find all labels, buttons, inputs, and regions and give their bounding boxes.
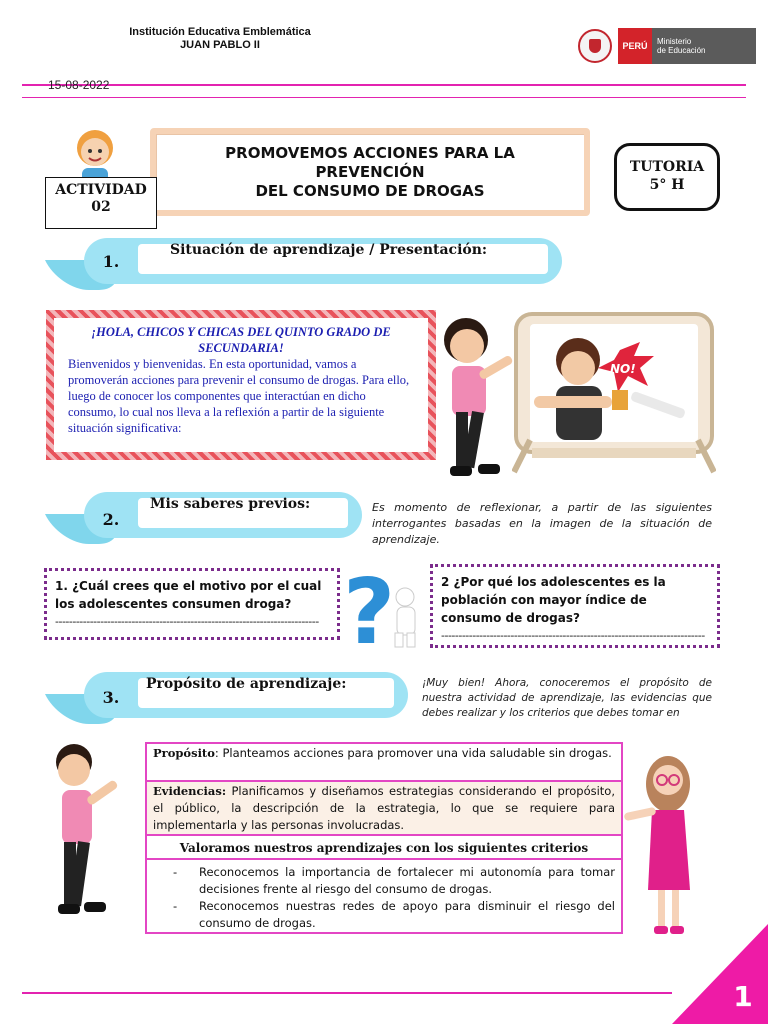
criteria-header: Valoramos nuestros aprendizajes con los siguientes criterios bbox=[147, 836, 621, 860]
section-1-number: 1. bbox=[102, 252, 120, 271]
question-2-box bbox=[430, 564, 720, 648]
criteria-item: - Reconocemos nuestras redes de apoyo para disminuir el riesgo del consumo de drogas. bbox=[167, 898, 615, 932]
greeting-body: Bienvenidos y bienvenidas. En esta oportunidad, vamos a promoverán acciones para prevenir el consumo de drogas. Para ello, luego de conocer los componentes que interactúan en dicho consumo, lo cual nos lleva a la reflexión a partir de la siguiente situación significativa: bbox=[68, 357, 410, 435]
svg-text:?: ? bbox=[343, 563, 396, 649]
section-3-number: 3. bbox=[102, 688, 120, 707]
greeting-title: ¡HOLA, CHICOS Y CHICAS DEL QUINTO GRADO DE SECUNDARIA! bbox=[91, 325, 391, 355]
section-2-label: Mis saberes previos: bbox=[150, 496, 311, 512]
question-1-answer-line: ---------------------------------------------------------------------------- bbox=[55, 615, 319, 628]
header-rule-2 bbox=[22, 97, 746, 98]
section-2-number: 2. bbox=[102, 510, 120, 529]
evidence-label: Evidencias: bbox=[153, 784, 227, 798]
institution-line-2: JUAN PABLO II bbox=[180, 39, 260, 51]
subject-badge bbox=[614, 143, 720, 211]
question-mark-illustration bbox=[343, 563, 433, 649]
coat-of-arms-icon bbox=[578, 29, 612, 63]
question-2-text: 2 ¿Por qué los adolescentes es la población con mayor índice de consumo de drogas? bbox=[441, 575, 666, 625]
ministry-line-1: Ministerio bbox=[657, 37, 692, 46]
reflection-text: Es momento de reflexionar, a partir de las siguientes interrogantes basadas en la imagen de la situación de aprendizaje. bbox=[372, 501, 712, 546]
greeting-box bbox=[46, 310, 436, 460]
header-rule bbox=[22, 84, 746, 86]
pointing-boy-illustration bbox=[440, 312, 522, 482]
purpose-separator: : bbox=[214, 746, 219, 760]
criteria-list bbox=[147, 860, 621, 932]
peru-logo-label: PERÚ bbox=[618, 28, 652, 64]
grade-label: 5° H bbox=[649, 177, 685, 193]
date: 15-08-2022 bbox=[48, 78, 110, 92]
purpose-text: Planteamos acciones para promover una vida saludable sin drogas. bbox=[218, 746, 612, 760]
poster-no-sign: NO! bbox=[610, 362, 636, 376]
section-3-banner bbox=[52, 672, 408, 720]
evidence-row bbox=[147, 782, 621, 836]
thumbs-up-boy-illustration bbox=[50, 742, 130, 922]
activity-number: 02 bbox=[91, 199, 111, 215]
activity-title bbox=[150, 128, 590, 216]
section-2-banner bbox=[52, 492, 362, 540]
question-1-text: 1. ¿Cuál crees que el motivo por el cual los adolescentes consumen droga? bbox=[55, 579, 322, 611]
section-1-label: Situación de aprendizaje / Presentación: bbox=[170, 242, 488, 258]
question-2-answer-line: ---------------------------------------------------------------------------- bbox=[441, 629, 705, 642]
question-1-box bbox=[44, 568, 340, 640]
ministry-logo bbox=[578, 28, 756, 64]
situation-poster-illustration bbox=[512, 312, 716, 474]
purpose-intro-text: ¡Muy bien! Ahora, conoceremos el propósito de nuestra actividad de aprendizaje, las evidencias que debes realizar y los criterios que debes tomar en bbox=[422, 677, 712, 719]
activity-number-box bbox=[45, 177, 157, 229]
title-line-1: PROMOVEMOS ACCIONES PARA LA bbox=[225, 143, 515, 162]
evidence-text: Planificamos y diseñamos estrategias considerando el propósito, el público, la descripción de la estrategia, lo que se requiere para implementarla y las personas involucradas. bbox=[153, 784, 615, 832]
ministry-line-2: de Educación bbox=[657, 46, 706, 55]
boy-illustration bbox=[66, 124, 124, 184]
institution-line-1: Institución Educativa Emblemática bbox=[129, 26, 311, 38]
title-line-3: DEL CONSUMO DE DROGAS bbox=[255, 181, 485, 200]
purpose-row bbox=[147, 744, 621, 782]
section-3-label: Propósito de aprendizaje: bbox=[146, 676, 347, 692]
purpose-label: Propósito bbox=[153, 746, 215, 760]
title-line-2: PREVENCIÓN bbox=[315, 162, 425, 181]
activity-label: ACTIVIDAD bbox=[55, 182, 147, 198]
institution-name bbox=[120, 26, 320, 52]
teacher-girl-illustration bbox=[620, 750, 706, 940]
criteria-item: - Reconocemos la importancia de fortalecer mi autonomía para tomar decisiones frente al riesgo del consumo de drogas. bbox=[167, 864, 615, 898]
ministry-logo-label bbox=[652, 28, 756, 64]
page-number: 1 bbox=[733, 980, 753, 1013]
subject-label: TUTORIA bbox=[629, 159, 705, 175]
purpose-table bbox=[145, 742, 623, 934]
footer-rule bbox=[22, 992, 672, 994]
section-1-banner bbox=[52, 238, 562, 286]
